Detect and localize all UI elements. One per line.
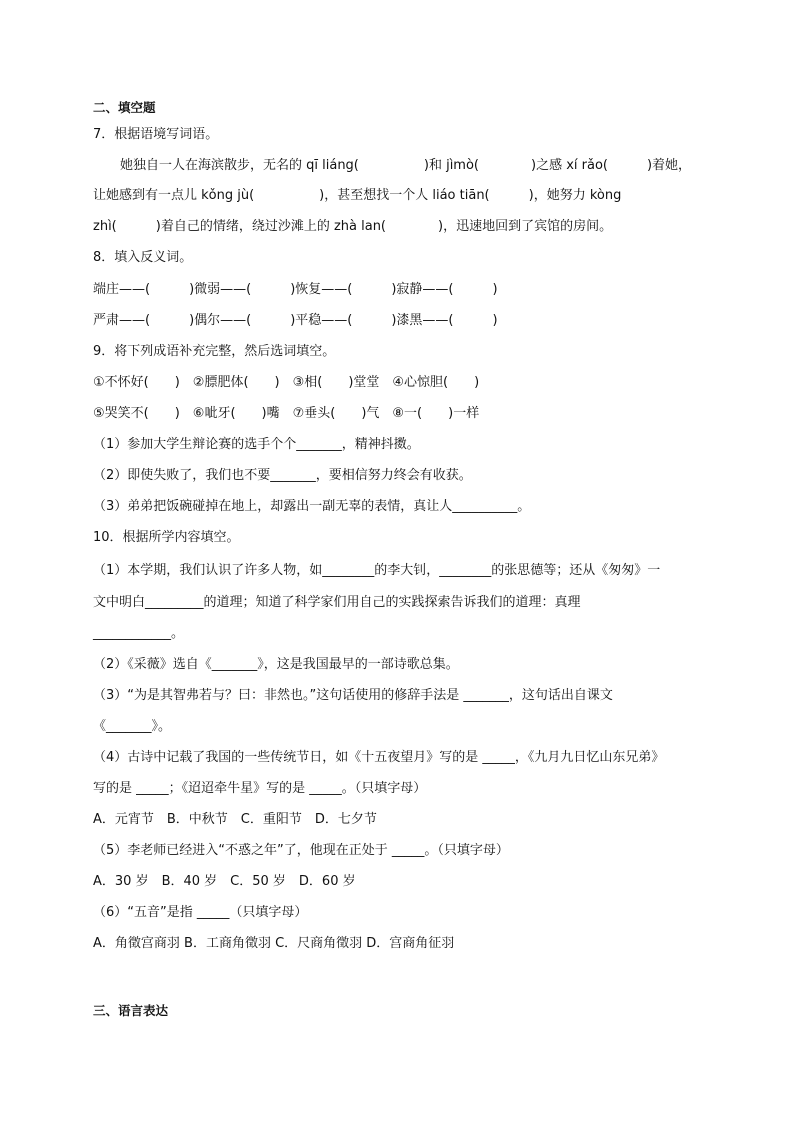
q10-part-6-line-a: （6）“五音”是指 _____（只填字母） xyxy=(93,905,308,920)
q9-sentence-2: （2）即使失败了，我们也不要_______，要相信努力终会有收获。 xyxy=(93,468,472,483)
q8-title: 8．填入反义词。 xyxy=(93,250,193,265)
q8-row-1: 端庄——( )微弱——( )恢复——( )寂静——( ) xyxy=(93,282,498,297)
q10-part-3-line-a: （3）“为是其智弗若与？曰：非然也。”这句话使用的修辞手法是 _______，这句话出自课文 xyxy=(93,688,613,703)
q10-part-4-line-a: （4）古诗中记载了我国的一些传统节日，如《十五夜望月》写的是 _____，《九月九日忆山东兄弟》 xyxy=(93,750,665,765)
q7-line-3: zhì( )着自己的情绪，绕过沙滩上的 zhà lan( )，迅速地回到了宾馆的房间。 xyxy=(93,219,613,234)
q10-title: 10．根据所学内容填空。 xyxy=(93,530,240,545)
q10-part-1-line-a: （1）本学期，我们认识了许多人物，如________的李大钊，________的张思德等；还从《匆匆》一 xyxy=(93,563,661,578)
section-heading-language-expression: 三、语言表达 xyxy=(93,1003,169,1018)
q7-line-2: 让她感到有一点儿 kǒng jù( )，甚至想找一个人 liáo tiān( )，她努力 kòng xyxy=(93,188,622,203)
q7-title: 7．根据语境写词语。 xyxy=(93,127,219,142)
q9-title: 9．将下列成语补充完整，然后选词填空。 xyxy=(93,344,336,359)
q9-idiom-row-2: ⑤哭笑不( ) ⑥呲牙( )嘴 ⑦垂头( )气 ⑧一( )一样 xyxy=(93,406,480,421)
q10-part-5-line-a: （5）李老师已经进入“不惑之年”了，他现在正处于 _____。（只填字母） xyxy=(93,843,509,858)
q10-part-6-options: A．角徵宫商羽 B．工商角徵羽 C．尺商角徵羽 D．宫商角征羽 xyxy=(93,936,455,951)
q10-part-4-options: A．元宵节 B．中秋节 C．重阳节 D．七夕节 xyxy=(93,812,377,827)
q10-part-5-options: A．30 岁 B．40 岁 C．50 岁 D．60 岁 xyxy=(93,874,356,889)
section-heading-fill-blank: 二、填空题 xyxy=(93,100,156,115)
q10-part-3-line-b: 《_______》。 xyxy=(93,719,172,734)
q10-part-2: （2）《采薇》选自《_______》，这是我国最早的一部诗歌总集。 xyxy=(93,657,459,672)
q7-line-1: 她独自一人在海滨散步，无名的 qī liáng( )和 jìmò( )之感 xí rǎo( )着她， xyxy=(120,158,692,173)
q10-part-1-line-c: ____________。 xyxy=(93,626,185,641)
q8-row-2: 严肃——( )偶尔——( )平稳——( )漆黑——( ) xyxy=(93,313,498,328)
q9-sentence-1: （1）参加大学生辩论赛的选手个个_______，精神抖擞。 xyxy=(93,437,420,452)
q9-sentence-3: （3）弟弟把饭碗碰掉在地上，却露出一副无辜的表情，真让人__________。 xyxy=(93,499,531,514)
q10-part-4-line-b: 写的是 _____；《迢迢牵牛星》写的是 _____。（只填字母） xyxy=(93,781,427,796)
q10-part-1-line-b: 文中明白_________的道理；知道了科学家们用自己的实践探索告诉我们的道理：真理 xyxy=(93,595,581,610)
q9-idiom-row-1: ①不怀好( ) ②膘肥体( ) ③相( )堂堂 ④心惊胆( ) xyxy=(93,375,480,390)
